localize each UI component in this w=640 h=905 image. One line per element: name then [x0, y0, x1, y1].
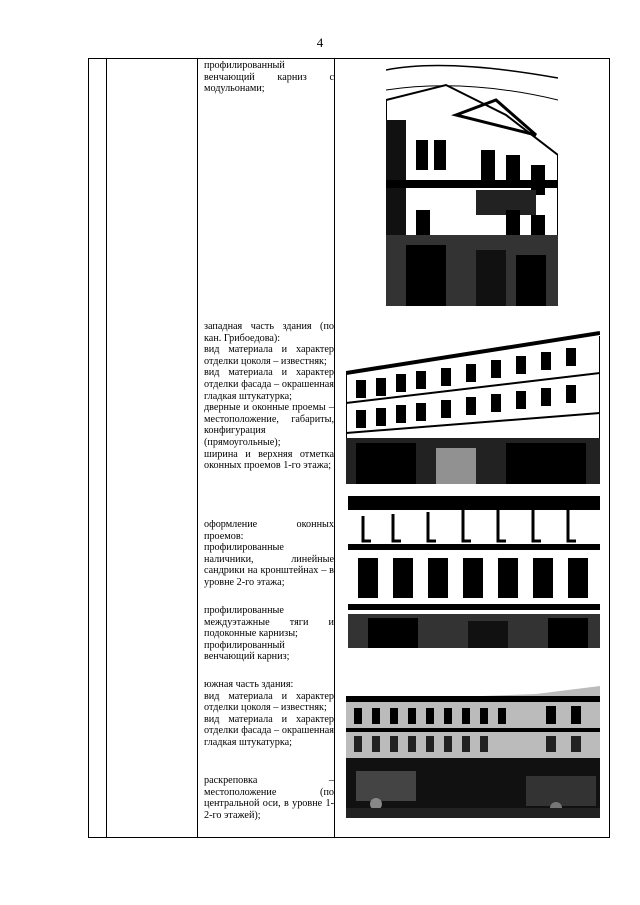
text-cornice-modillions: профилированный венчающий карниз с модульонами;: [204, 60, 334, 95]
text-group-south: [204, 679, 334, 749]
text-group-projection: [204, 775, 334, 821]
text-crowning-cornice: профилированный венчающий карниз;: [204, 639, 290, 663]
text-west-plinth: вид материала и характер отделки цоколя – известняк;: [204, 344, 334, 367]
text-group-windows: [204, 519, 334, 589]
text-south-heading: южная часть здания:: [204, 679, 294, 690]
text-south-facade: вид материала и характер отделки фасада – окрашенная гладкая штукатурка;: [204, 713, 334, 748]
text-central-projection: раскреповка – местоположение (по центральной оси, в уровне 1-2-го этажей);: [204, 775, 334, 821]
page-number: 4: [316, 35, 324, 50]
text-group-west: [204, 321, 334, 472]
column-name-cell: [107, 59, 198, 838]
text-group-cornices: [204, 605, 334, 663]
text-window-architraves: профилированные наличники, линейные сандрики на кронштейнах – в уровне 2-го этажа;: [204, 542, 334, 588]
text-south-plinth: вид материала и характер отделки цоколя – известняк;: [204, 690, 334, 714]
text-window-decoration: оформление оконных проемов:: [204, 519, 334, 542]
photo-building-corner: [386, 60, 558, 306]
text-west-first-floor: ширина и верхняя отметка оконных проемов 1-го этажа;: [204, 448, 334, 472]
photo-south-facade: [346, 676, 600, 818]
text-west-openings: дверные и оконные проемы – местоположение, габариты, конфигурация (прямоугольные);: [204, 402, 334, 448]
text-group-1: [204, 60, 334, 95]
text-west-facade: вид материала и характер отделки фасада – окрашенная гладкая штукатурка;: [204, 367, 334, 402]
column-number-cell: [89, 59, 107, 838]
text-west-heading: западная часть здания (по кан. Грибоедова):: [204, 321, 334, 344]
photo-west-facade: [346, 318, 600, 484]
photo-window-detail: [348, 496, 600, 648]
text-string-courses: профилированные междуэтажные тяги и подоконные карнизы;: [204, 605, 334, 640]
